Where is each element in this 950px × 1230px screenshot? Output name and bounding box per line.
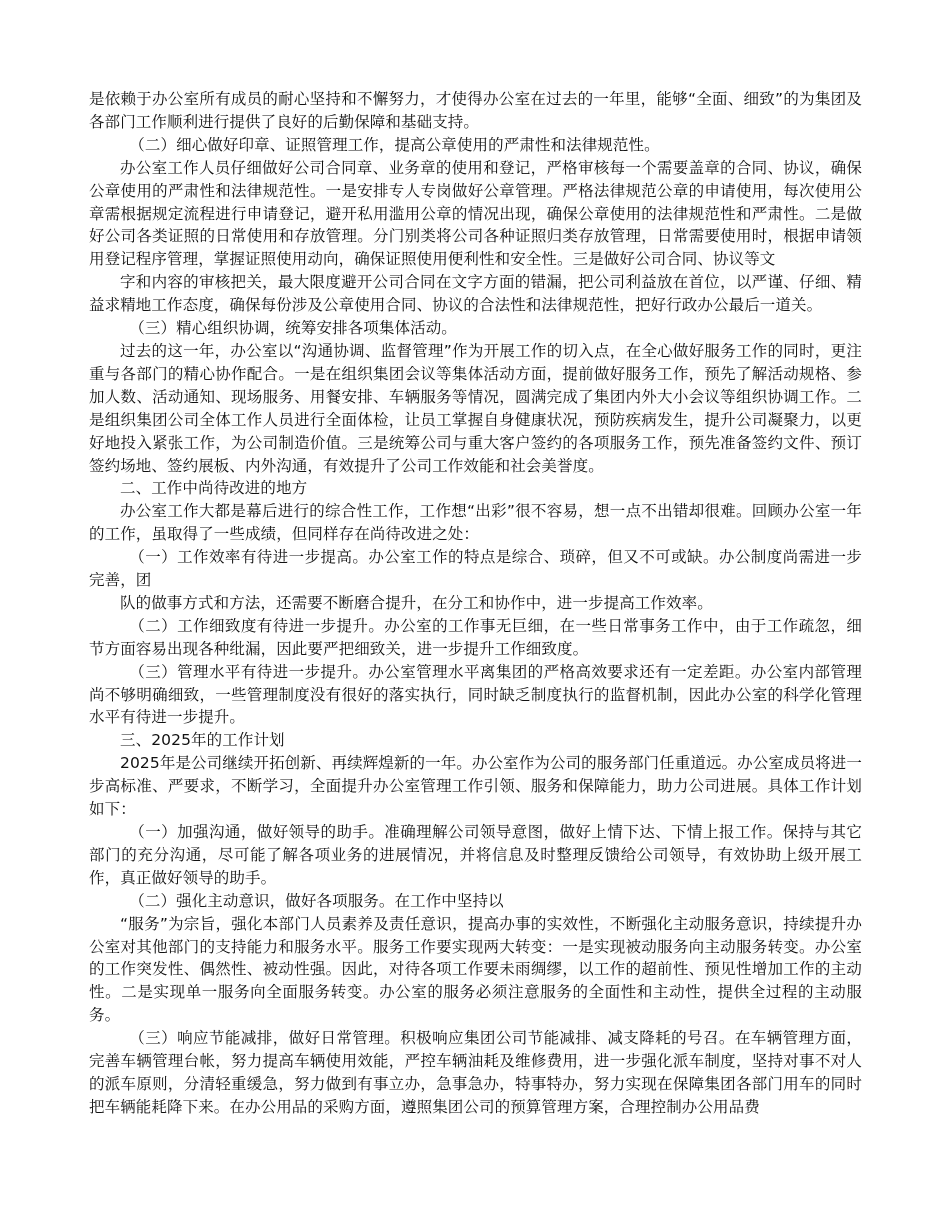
subheading-service: （二）强化主动意识，做好各项服务。在工作中坚持以 [129, 891, 504, 910]
paragraph-efficiency: （一）工作效率有待进一步提高。办公室工作的特点是综合、琐碎，但又不可或缺。办公制度尚需进一步完善，团 [89, 548, 862, 590]
paragraph-service: “服务”为宗旨，强化本部门人员素养及责任意识，提高办事的实效性，不断强化主动服务意识，持续提升办公室对其他部门的支持能力和服务水平。服务工作要实现两大转变：一是实现被动服务向主动服务转变。办公室的工作突发性、偶然性、被动性强。因此，对待各项工作要未雨绸缪，以工作的超前性、预见性增加工作的主动性。二是实现单一服务向全面服务转变。办公室的服务必须注意服务的全面性和主动性，提供全过程的主动服务。 [89, 914, 862, 1025]
paragraph-team-methods: 队的做事方式和方法，还需要不断磨合提升，在分工和协作中，进一步提高工作效率。 [120, 593, 713, 612]
paragraph-detail: （二）工作细致度有待进一步提升。办公室的工作事无巨细，在一些日常事务工作中，由于工作疏忽，细节方面容易出现各种纰漏，因此要严把细致关，进一步提升工作细致度。 [89, 616, 862, 658]
section-heading-work-plan: 三、2025年的工作计划 [120, 731, 285, 750]
subheading-seal-management: （二）细心做好印章、证照管理工作，提高公章使用的严肃性和法律规范性。 [129, 135, 660, 154]
paragraph-seal-management: 办公室工作人员仔细做好公司合同章、业务章的使用和登记，严格审核每一个需要盖章的合同、协议，确保公章使用的严肃性和法律规范性。一是安排专人专岗做好公章管理。严格法律规范公章的申请使用，每次使用公章需根据规定流程进行申请登记，避开私用滥用公章的情况出现，确保公章使用的法律规范性和严肃性。二是做好公司各类证照的日常使用和存放管理。分门别类将公司各种证照归类存放管理，日常需要使用时，根据申请领用登记程序管理，掌握证照使用动向，确保证照使用便利性和安全性。三是做好公司合同、协议等文 [89, 158, 862, 269]
paragraph-work-plan-intro: 2025年是公司继续开拓创新、再续辉煌新的一年。办公室作为公司的服务部门任重道远。办公室成员将进一步高标准、严要求，不断学习，全面提升办公室管理工作引领、服务和保障能力，助力公司进展。具体工作计划如下： [89, 754, 862, 819]
paragraph-communication: （一）加强沟通，做好领导的助手。准确理解公司领导意图，做好上情下达、下情上报工作。保持与其它部门的充分沟通，尽可能了解各项业务的进展情况，并将信息及时整理反馈给公司领导，有效协助上级开展工作，真正做好领导的助手。 [89, 823, 862, 887]
document-body [89, 88, 862, 1119]
subheading-coordination: （三）精心组织协调，统筹安排各项集体活动。 [129, 319, 457, 338]
paragraph-improvements-intro: 办公室工作大都是幕后进行的综合性工作，工作想“出彩”很不容易，想一点不出错却很难。回顾办公室一年的工作，虽取得了一些成绩，但同样存在尚待改进之处： [89, 502, 862, 544]
section-heading-improvements: 二、工作中尚待改进的地方 [120, 479, 308, 498]
paragraph-energy-saving: （三）响应节能减排，做好日常管理。积极响应集团公司节能减排、减支降耗的号召。在车辆管理方面，完善车辆管理台帐，努力提高车辆使用效能，严控车辆油耗及维修费用，进一步强化派车制度，坚持对事不对人的派车原则，分清轻重缓急，努力做到有事立办，急事急办，特事特办，努力实现在保障集团各部门用车的同时把车辆能耗降下来。在办公用品的采购方面，遵照集团公司的预算管理方案，合理控制办公用品费 [89, 1029, 862, 1116]
paragraph-management-level: （三）管理水平有待进一步提升。办公室管理水平离集团的严格高效要求还有一定差距。办公室内部管理尚不够明确细致，一些管理制度没有很好的落实执行，同时缺乏制度执行的监督机制，因此办公室的科学化管理水平有待进一步提升。 [89, 662, 862, 727]
paragraph-continuation: 是依赖于办公室所有成员的耐心坚持和不懈努力，才使得办公室在过去的一年里，能够“全面、细致”的为集团及各部门工作顺利进行提供了良好的后勤保障和基础支持。 [89, 90, 862, 131]
paragraph-coordination: 过去的这一年，办公室以“沟通协调、监督管理”作为开展工作的切入点，在全心做好服务工作的同时，更注重与各部门的精心协作配合。一是在组织集团会议等集体活动方面，提前做好服务工作，预先了解活动规格、参加人数、活动通知、现场服务、用餐安排、车辆服务等情况，圆满完成了集团内外大小会议等组织协调工作。二是组织集团公司全体工作人员进行全面体检，让员工掌握自身健康状况，预防疾病发生，提升公司凝聚力，以更好地投入紧张工作，为公司制造价值。三是统筹公司与重大客户签约的各项服务工作，预先准备签约文件、预订签约场地、签约展板、内外沟通，有效提升了公司工作效能和社会美誉度。 [89, 341, 862, 475]
paragraph-contract-review: 字和内容的审核把关，最大限度避开公司合同在文字方面的错漏，把公司利益放在首位，以严谨、仔细、精益求精地工作态度，确保每份涉及公章使用合同、协议的合法性和法律规范性，把好行政办公最后一道关。 [89, 273, 862, 315]
